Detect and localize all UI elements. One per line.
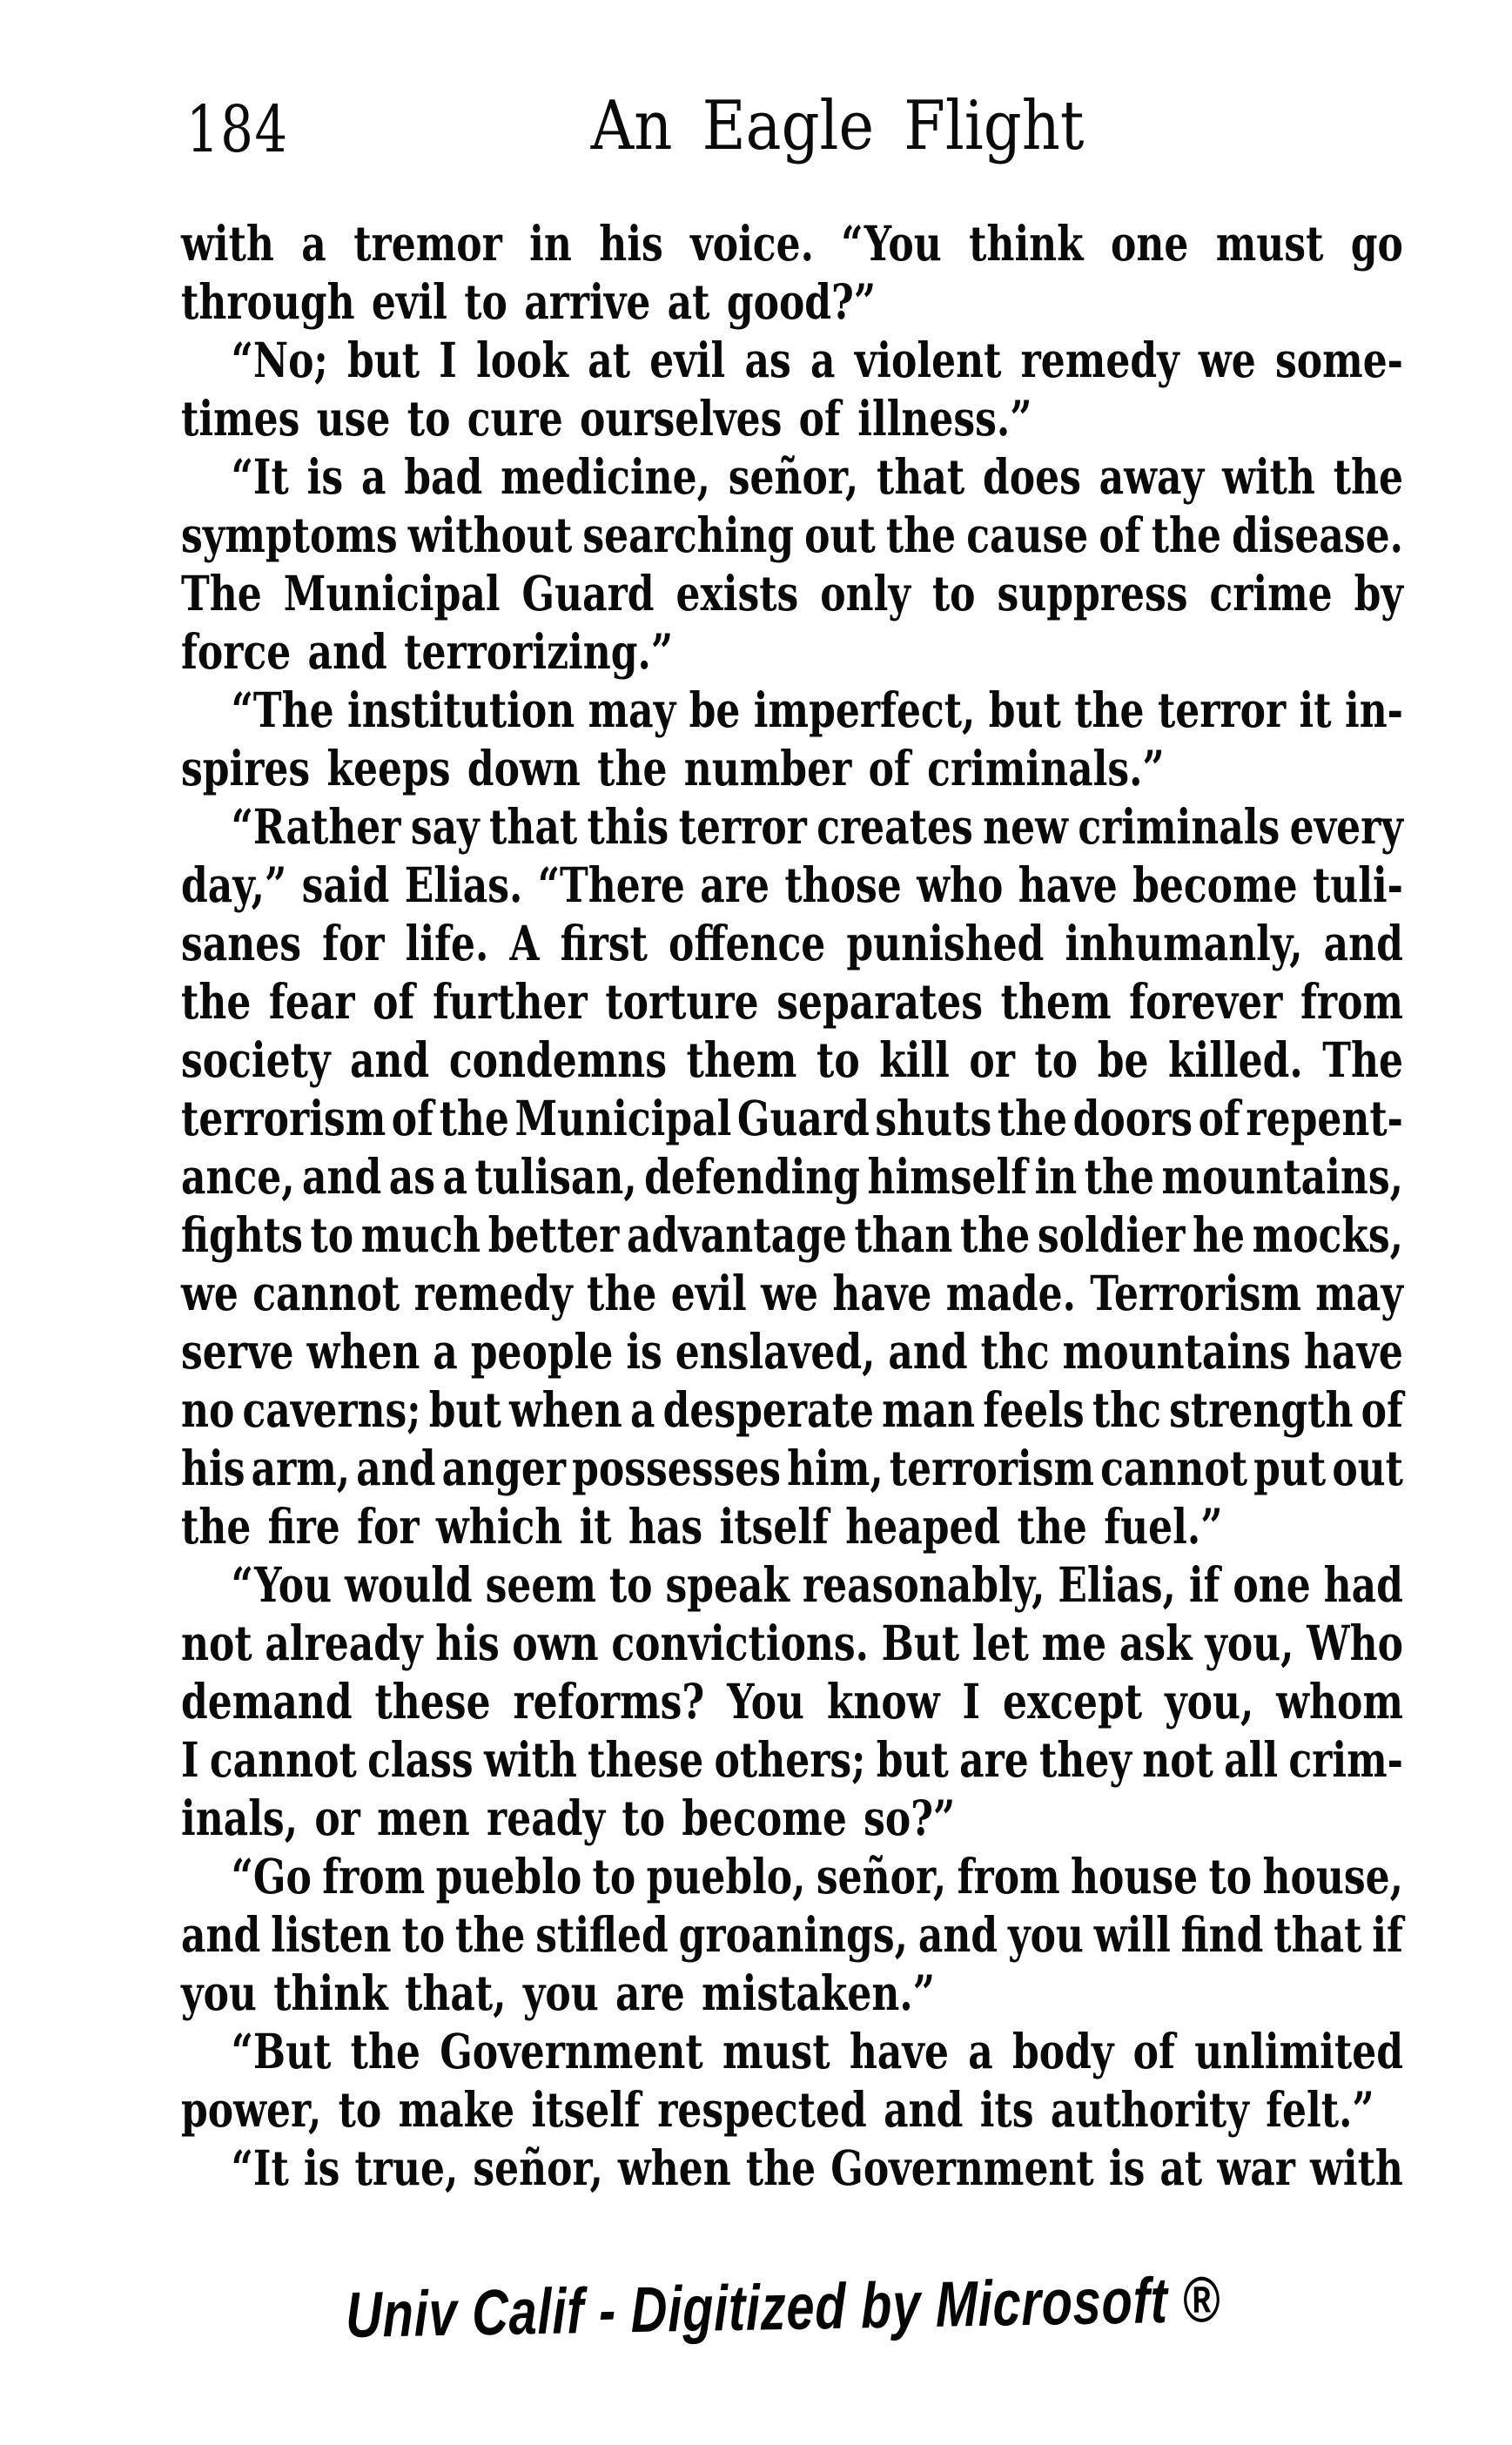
text-line: spires keeps down the number of criminals.”	[181, 740, 1165, 796]
page-body-text	[181, 214, 1403, 2197]
page-footer	[0, 2263, 1512, 2351]
text-line: his arm, and anger possesses him, terrorism cannot put out	[181, 1440, 1403, 1496]
text-line: you think that, you are mistaken.”	[181, 1965, 936, 2021]
text-line: “The institution may be imperfect, but the terror it in-	[231, 682, 1403, 738]
text-line: force and terrorizing.”	[181, 623, 674, 680]
text-line: “It is true, señor, when the Government is at war with	[231, 2139, 1403, 2196]
text-line: serve when a people is enslaved, and thc mountains have	[181, 1323, 1403, 1380]
text-line: the fear of further torture separates them forever from	[181, 973, 1403, 1030]
text-line: I cannot class with these others; but are they not all crim-	[181, 1731, 1403, 1788]
text-line: with a tremor in his voice. “You think one must go	[181, 215, 1403, 272]
text-line: terrorism of the Municipal Guard shuts the doors of repent-	[181, 1090, 1403, 1146]
text-line: “Go from pueblo to pueblo, señor, from house to house,	[231, 1848, 1403, 1904]
text-line: The Municipal Guard exists only to suppress crime by	[181, 565, 1403, 621]
text-line: “Rather say that this terror creates new criminals every	[231, 798, 1403, 855]
text-line: day,” said Elias. “There are those who have become tuli-	[181, 856, 1403, 913]
text-line: inals, or men ready to become so?”	[181, 1790, 956, 1846]
digitization-stamp: Univ Calif - Digitized by Microsoft ®	[345, 2263, 1220, 2351]
text-line: ance, and as a tulisan, defending himself in the mountains,	[181, 1148, 1403, 1205]
page-number: 184	[186, 92, 289, 167]
text-line: “It is a bad medicine, señor, that does away with the	[231, 448, 1403, 505]
text-line: and listen to the stifled groanings, and you will find that if	[181, 1906, 1403, 1963]
text-line: not already his own convictions. But let me ask you, Who	[181, 1615, 1403, 1671]
text-line: symptoms without searching out the cause of the disease.	[181, 507, 1403, 563]
text-line: power, to make itself respected and its authority felt.”	[181, 2081, 1374, 2138]
text-line: the fire for which it has itself heaped the fuel.”	[181, 1498, 1223, 1555]
text-line: “No; but I look at evil as a violent remedy we some-	[231, 332, 1403, 388]
text-line: sanes for life. A first offence punished inhumanly, and	[181, 915, 1403, 971]
text-line: “You would seem to speak reasonably, Elias, if one had	[231, 1556, 1403, 1613]
text-line: society and condemns them to kill or to be killed. The	[181, 1031, 1403, 1088]
text-line: through evil to arrive at good?”	[181, 273, 877, 330]
running-title-wrap	[181, 87, 1448, 165]
running-title: An Eagle Flight	[590, 87, 1085, 165]
text-line: demand these reforms? You know I except you, whom	[181, 1673, 1403, 1730]
text-line: “But the Government must have a body of unlimited	[231, 2023, 1403, 2079]
text-line: we cannot remedy the evil we have made. Terrorism may	[181, 1265, 1403, 1321]
text-line: no caverns; but when a desperate man feels thc strength of	[181, 1381, 1403, 1438]
text-line: fights to much better advantage than the soldier he mocks,	[181, 1206, 1403, 1263]
text-line: times use to cure ourselves of illness.”	[181, 390, 1032, 447]
